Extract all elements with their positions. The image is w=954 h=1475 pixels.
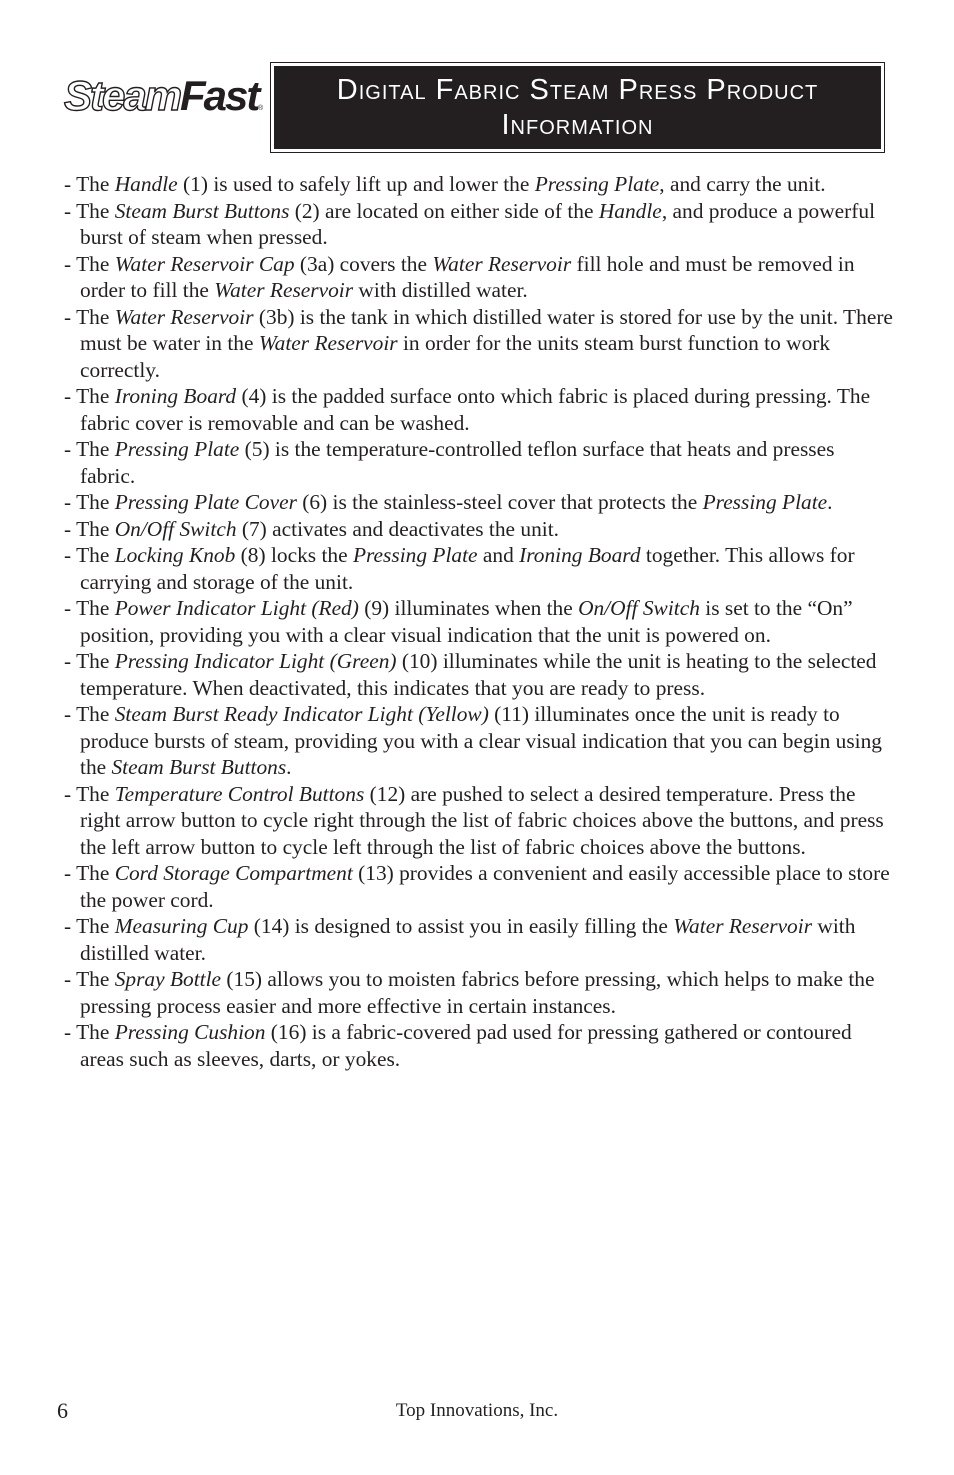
description-text: (7) activates and deactivates the unit. — [236, 516, 560, 541]
list-item — [64, 595, 894, 648]
description-text: is set to the “On” position, providing you with a clear visual indication that the unit is powered on. — [80, 596, 853, 647]
description-text: (3b) is the tank in which distilled water is stored for use by the unit. There must be water in the — [80, 304, 893, 355]
description-text: - The — [64, 1020, 115, 1044]
svg-text:Steam: Steam — [64, 72, 181, 119]
description-text: - The — [64, 490, 115, 514]
part-name: On/Off Switch — [114, 516, 237, 541]
part-name: Spray Bottle — [114, 967, 222, 991]
part-name: Ironing Board — [114, 384, 237, 408]
description-text: (5) is the temperature-controlled teflon surface that heats and presses fabric. — [80, 437, 835, 488]
description-text: - The — [64, 702, 115, 726]
steamfast-logo-graphic — [62, 70, 267, 120]
list-item — [64, 860, 894, 913]
part-name: Pressing Plate — [534, 172, 660, 196]
description-text: - The — [64, 861, 115, 885]
description-text: with distilled water. — [80, 914, 856, 965]
part-name: Pressing Indicator Light (Green) — [114, 649, 397, 673]
list-item — [64, 542, 894, 595]
part-name: Water Reservoir — [214, 278, 354, 302]
list-item — [64, 198, 894, 251]
description-text: , and carry the unit. — [659, 172, 826, 196]
description-text: - The — [64, 251, 115, 276]
part-name: Steam Burst Buttons — [114, 198, 290, 223]
part-name: Temperature Control Buttons — [114, 781, 365, 806]
list-item — [64, 516, 894, 543]
part-name: Pressing Cushion — [114, 1020, 266, 1044]
part-name: Water Reservoir — [673, 914, 813, 938]
description-text: together. This allows for carrying and storage of the unit. — [80, 543, 855, 594]
description-text: fill hole and must be removed in order to fill the — [80, 251, 855, 302]
description-text: (1) is used to safely lift up and lower the — [177, 172, 535, 196]
list-item — [64, 304, 894, 384]
part-name: Water Reservoir — [258, 331, 398, 355]
description-text: - The — [64, 543, 115, 567]
part-name: Water Reservoir Cap — [114, 251, 295, 276]
list-item — [64, 436, 894, 489]
description-text: - The — [64, 516, 115, 541]
description-text: - The — [64, 649, 115, 673]
description-text: (10) illuminates while the unit is heating to the selected temperature. When deactivated, this indicates that you are ready to press. — [80, 649, 877, 700]
description-text: in order for the units steam burst function to work correctly. — [80, 331, 831, 382]
description-text: - The — [64, 437, 115, 461]
description-text: (15) allows you to moisten fabrics before pressing, which helps to make the pressing process easier and more effective in certain instances. — [80, 967, 875, 1018]
part-name: Handle — [114, 172, 178, 196]
list-item — [64, 966, 894, 1019]
description-text: . — [827, 490, 833, 514]
svg-text:®: ® — [258, 105, 264, 112]
part-name: Locking Knob — [114, 543, 236, 567]
list-item — [64, 781, 894, 861]
description-text: - The — [64, 596, 115, 620]
part-name: Ironing Board — [519, 543, 641, 567]
description-text: - The — [64, 781, 115, 806]
list-item — [64, 648, 894, 701]
description-text: (12) are pushed to select a desired temperature. Press the right arrow button to cycle right through the list of fabric choices above the buttons, and press the left arrow button to cycle left through the list of fabric choices above the buttons. — [80, 781, 884, 859]
part-name: Pressing Plate — [702, 490, 828, 514]
part-name: Pressing Plate Cover — [114, 490, 297, 514]
part-name: Measuring Cup — [114, 914, 249, 938]
part-name: Cord Storage Compartment — [114, 861, 353, 885]
page-number: 6 — [57, 1398, 68, 1423]
section-title-box — [270, 62, 885, 153]
list-item — [64, 1019, 894, 1072]
description-text: (3a) covers the — [294, 251, 433, 276]
description-text: (8) locks the — [235, 543, 353, 567]
description-text: - The — [64, 967, 115, 991]
description-text: and — [477, 543, 520, 567]
description-text: (16) is a fabric-covered pad used for pressing gathered or contoured areas such as sleeves, darts, or yokes. — [80, 1020, 852, 1071]
part-name: Pressing Plate — [114, 437, 240, 461]
page-title: Digital Fabric Steam Press Product Information — [336, 73, 819, 141]
description-text: (9) illuminates when the — [358, 596, 579, 620]
part-name: Power Indicator Light (Red) — [114, 596, 359, 620]
section-title-panel — [274, 66, 881, 149]
description-text: (11) illuminates once the unit is ready to produce bursts of steam, providing you with a clear visual indication that you can begin using the — [80, 702, 882, 779]
description-text: (14) is designed to assist you in easily filling the — [248, 914, 674, 938]
svg-text:Fast: Fast — [180, 72, 259, 119]
footer-company: Top Innovations, Inc. — [395, 1400, 559, 1421]
product-information-list — [64, 171, 894, 1072]
description-text: (2) are located on either side of the — [289, 198, 599, 223]
steamfast-logo — [62, 70, 267, 120]
description-text: (13) provides a convenient and easily accessible place to store the power cord. — [80, 861, 890, 912]
part-name: Steam Burst Ready Indicator Light (Yellow) — [114, 702, 489, 726]
part-name: Pressing Plate — [352, 543, 478, 567]
list-item — [64, 913, 894, 966]
description-text: , and produce a powerful burst of steam when pressed. — [80, 198, 876, 249]
description-text: - The — [64, 172, 115, 196]
list-item — [64, 701, 894, 781]
description-text: (4) is the padded surface onto which fabric is placed during pressing. The fabric cover is removable and can be washed. — [80, 384, 871, 435]
description-text: - The — [64, 198, 115, 223]
part-name: On/Off Switch — [578, 596, 700, 620]
list-item — [64, 171, 894, 198]
part-name: Water Reservoir — [114, 304, 254, 329]
description-text: . — [286, 755, 292, 779]
description-text: - The — [64, 304, 115, 329]
part-name: Water Reservoir — [432, 251, 572, 276]
list-item — [64, 489, 894, 516]
part-name: Steam Burst Buttons — [111, 755, 287, 779]
description-text: with distilled water. — [353, 278, 528, 302]
list-item — [64, 383, 894, 436]
description-text: (6) is the stainless-steel cover that protects the — [296, 490, 703, 514]
part-name: Handle — [598, 198, 662, 223]
description-text: - The — [64, 914, 115, 938]
description-text: - The — [64, 384, 115, 408]
list-item — [64, 251, 894, 304]
parts-description-list — [64, 171, 894, 1072]
